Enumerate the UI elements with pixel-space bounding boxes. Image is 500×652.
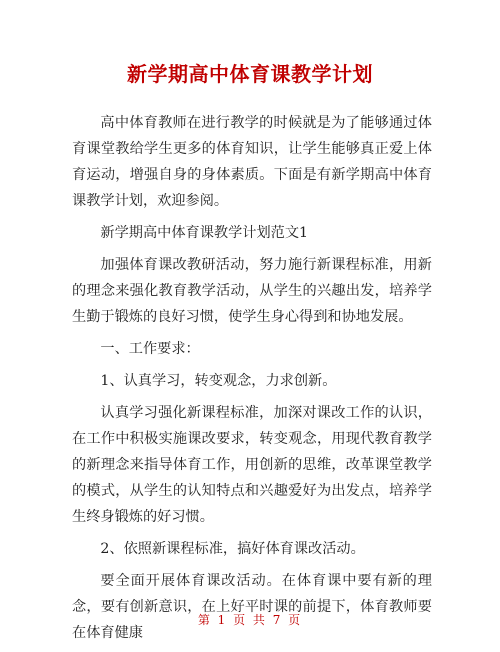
paragraph-overview: 加强体育课改教研活动，努力施行新课程标准，用新的理念来强化教育教学活动，从学生的兴趣出发，培养学生勤于锻炼的良好习惯，使学生身心得到和协地发展。 xyxy=(72,257,432,325)
section-heading-requirements: 一、工作要求： xyxy=(100,341,200,357)
list-item-1: 1、认真学习，转变观念，力求创新。 xyxy=(100,373,337,389)
document-body xyxy=(72,110,432,652)
document-title: 新学期高中体育课教学计划 xyxy=(127,62,373,86)
page-number-footer: 第 1 页 共 7 页 xyxy=(197,613,303,627)
list-item-2: 2、依照新课程标准，搞好体育课改活动。 xyxy=(100,541,365,557)
paragraph-item-2-detail: 要全面开展体育课改活动。在体育课中要有新的理念，要有创新意识，在上好平时课的前提下，体育教师要在体育健康 xyxy=(72,573,432,641)
paragraph-sample-heading: 新学期高中体育课教学计划范文1 xyxy=(100,225,309,241)
paragraph-item-1-detail: 认真学习强化新课程标准，加深对课改工作的认识，在工作中积极实施课改要求，转变观念，用现代教育教学的新理念来指导体育工作，用创新的思维，改革课堂教学的模式，从学生的认知特点和兴趣爱好为出发点，培养学生终身锻炼的好习惯。 xyxy=(72,405,432,525)
paragraph-intro: 高中体育教师在进行教学的时候就是为了能够通过体育课堂教给学生更多的体育知识，让学生能够真正爱上体育运动，增强自身的身体素质。下面是有新学期高中体育课教学计划，欢迎参阅。 xyxy=(72,115,432,209)
